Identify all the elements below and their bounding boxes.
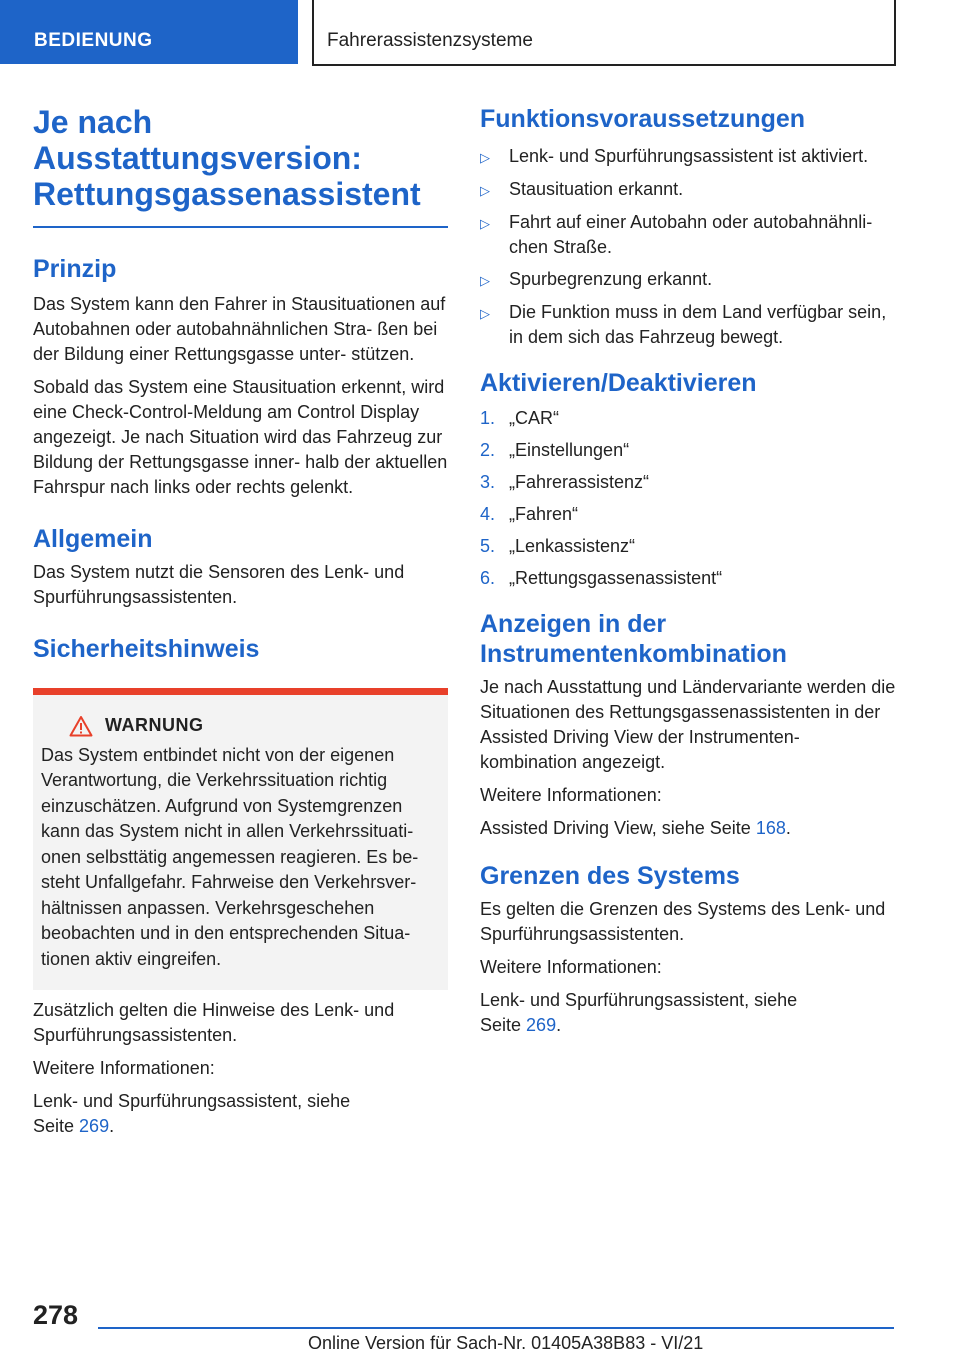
grenzen-paragraph: Es gelten die Grenzen des Systems des Lenk- und Spurführungsassistenten. — [480, 899, 886, 944]
allgemein-paragraph: Das System nutzt die Sensoren des Lenk- und Spurführungsassistenten. — [33, 561, 405, 607]
after-warning-paragraph: Zusätzlich gelten die Hinweise des Lenk- und Spurführungsassistenten. — [33, 1000, 395, 1045]
heading-funktionsvoraussetzungen: Funktionsvoraussetzungen — [480, 105, 806, 133]
triangle-bullet-icon: ▷ — [480, 273, 490, 288]
list-item: 3. „Fahrerassistenz“ — [480, 472, 650, 492]
triangle-bullet-icon: ▷ — [480, 306, 490, 321]
anzeigen-paragraph: Je nach Ausstattung und Ländervariante werden die Situationen des Rettungsgassenassistenten in der Assisted Driving View der Instrumenten‐ kombination angezeigt. — [480, 677, 896, 772]
cross-reference: Assisted Driving View, siehe Seite 168. — [480, 818, 791, 838]
triangle-bullet-icon: ▷ — [480, 150, 490, 165]
list-item: ▷ Stausituation erkannt. — [480, 177, 896, 203]
steps-list — [480, 406, 896, 591]
prinzip-paragraph-2: Sobald das System eine Stausituation erkennt, wird eine Check-Control-Meldung am Control Display angezeigt. Je nach Situation wird das Fahrzeug zur Bildung der Rettungsgasse inner‐ halb der aktuellen Fahrspur nach links oder rechts gelenkt. — [33, 376, 448, 497]
triangle-bullet-icon: ▷ — [480, 216, 490, 231]
page-link-168[interactable]: 168 — [755, 818, 786, 838]
list-item: 5. „Lenkassistenz“ — [480, 536, 636, 556]
heading-prinzip: Prinzip — [33, 254, 117, 283]
more-info-label: Weitere Informationen: — [480, 957, 662, 977]
right-column — [480, 104, 896, 1038]
chapter-label: Fahrerassistenzsysteme — [327, 30, 533, 51]
list-item: ▷ Die Funktion muss in dem Land verfügbar sein, in dem sich das Fahrzeug bewegt. — [480, 300, 896, 350]
list-item: 6. „Rettungsgassenassistent“ — [480, 568, 723, 588]
list-item: 2. „Einstellungen“ — [480, 440, 630, 460]
section-tab — [0, 0, 298, 64]
chapter-header — [312, 0, 896, 66]
list-item: ▷ Fahrt auf einer Autobahn oder autobahnähnli‐ chen Straße. — [480, 210, 896, 260]
prinzip-paragraph-1: Das System kann den Fahrer in Stausituationen auf Autobahnen oder autobahnähnlichen Stra‐ ßen bei der Bildung einer Rettungsgasse unter‐ stützen. — [33, 293, 446, 364]
section-label: BEDIENUNG — [34, 30, 153, 51]
warning-header — [69, 715, 436, 737]
heading-sicherheitshinweis: Sicherheitshinweis — [33, 634, 260, 663]
list-item: 4. „Fahren“ — [480, 504, 579, 524]
heading-anzeigen: Anzeigen in der Instrumentenkombination — [480, 610, 787, 668]
more-info-label: Weitere Informationen: — [480, 785, 662, 805]
page-link-269[interactable]: 269 — [79, 1116, 110, 1136]
page-link-269[interactable]: 269 — [526, 1015, 557, 1035]
heading-allgemein: Allgemein — [33, 524, 153, 553]
requirements-list — [480, 144, 896, 350]
footer-rule — [98, 1327, 894, 1329]
page-number: 278 — [33, 1300, 79, 1330]
more-info-label: Weitere Informationen: — [33, 1058, 215, 1078]
heading-aktivieren: Aktivieren/Deaktivieren — [480, 369, 757, 397]
warning-box — [33, 688, 448, 991]
heading-grenzen: Grenzen des Systems — [480, 862, 740, 890]
title-underline — [33, 226, 448, 228]
list-item: 1. „CAR“ — [480, 408, 559, 428]
left-column — [33, 104, 449, 1139]
warning-title: WARNUNG — [105, 715, 204, 735]
list-item: ▷ Spurbegrenzung erkannt. — [480, 267, 896, 293]
warning-triangle-icon — [69, 715, 93, 737]
page-title: Je nach Ausstattungsversion: Rettungsgassenassistent — [33, 104, 421, 212]
triangle-bullet-icon: ▷ — [480, 183, 490, 198]
footer-online-version: Online Version für Sach-Nr. 01405A38B83 - VI/21 — [308, 1333, 704, 1353]
warning-text: Das System entbindet nicht von der eigenen Verantwortung, die Verkehrssituation richtig einzuschätzen. Aufgrund von Systemgrenzen kann das System nicht in allen Verkehrssituati‐ onen selbsttätig angemessen reagieren. Es be‐ steht Unfallgefahr. Fahrweise den Verkehrsver‐ hältnissen anpassen. Verkehrsgeschehen beobachten und in den entsprechenden Situa‐ tionen aktiv eingreifen. — [41, 744, 419, 969]
list-item: ▷ Lenk- und Spurführungsassistent ist aktiviert. — [480, 144, 896, 170]
cross-reference: Lenk- und Spurführungsassistent, siehe Seite 269. — [480, 990, 798, 1035]
cross-reference: Lenk- und Spurführungsassistent, siehe Seite 269. — [33, 1091, 351, 1136]
